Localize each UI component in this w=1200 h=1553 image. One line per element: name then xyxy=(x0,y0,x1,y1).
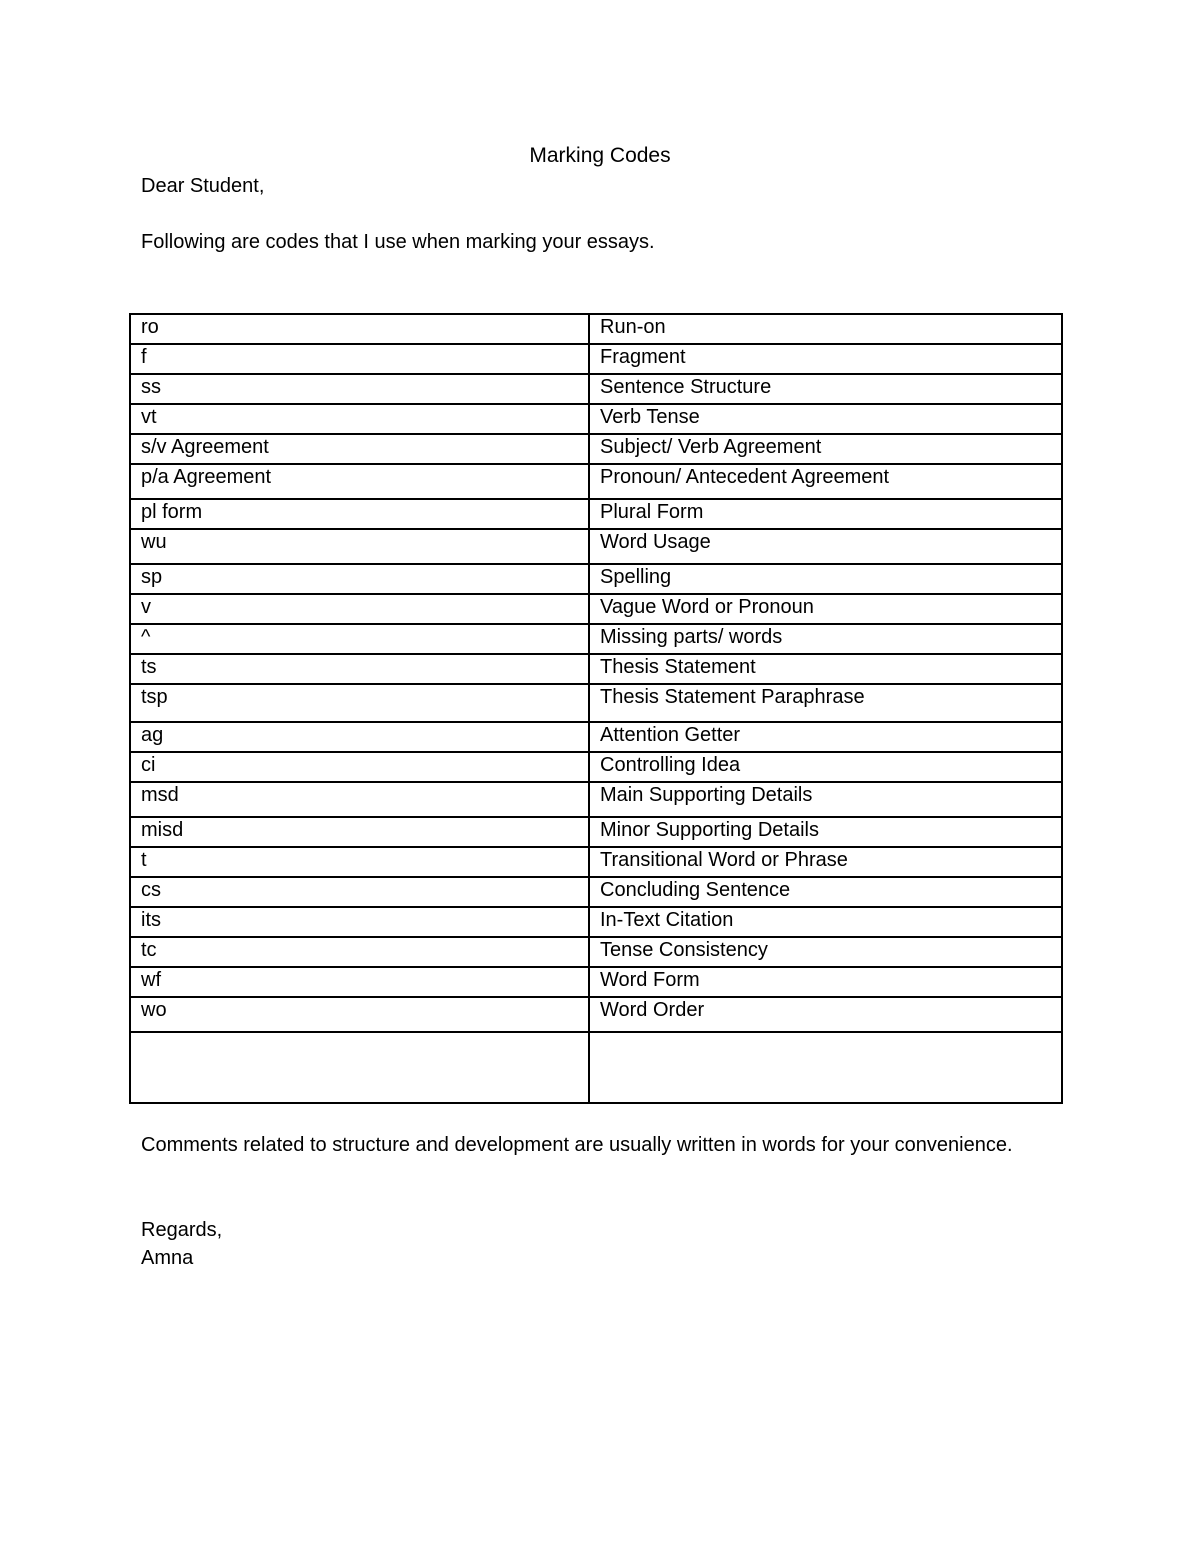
code-cell: ts xyxy=(130,654,589,684)
code-cell: tc xyxy=(130,937,589,967)
meaning-cell: Tense Consistency xyxy=(589,937,1062,967)
meaning-cell: Minor Supporting Details xyxy=(589,817,1062,847)
table-row xyxy=(130,434,1062,464)
meaning-cell: Word Form xyxy=(589,967,1062,997)
code-cell: msd xyxy=(130,782,589,817)
table-row xyxy=(130,967,1062,997)
meaning-cell xyxy=(589,1032,1062,1103)
meaning-cell: Vague Word or Pronoun xyxy=(589,594,1062,624)
table-row xyxy=(130,907,1062,937)
table-row xyxy=(130,529,1062,564)
code-cell: sp xyxy=(130,564,589,594)
code-cell: ro xyxy=(130,314,589,344)
table-row xyxy=(130,997,1062,1032)
code-cell xyxy=(130,1032,589,1103)
meaning-cell: Controlling Idea xyxy=(589,752,1062,782)
table-row xyxy=(130,464,1062,499)
code-cell: f xyxy=(130,344,589,374)
meaning-cell: Missing parts/ words xyxy=(589,624,1062,654)
table-row xyxy=(130,624,1062,654)
code-cell: v xyxy=(130,594,589,624)
table-row xyxy=(130,877,1062,907)
code-cell: wf xyxy=(130,967,589,997)
table-row xyxy=(130,344,1062,374)
code-cell: vt xyxy=(130,404,589,434)
meaning-cell: Word Usage xyxy=(589,529,1062,564)
code-cell: ag xyxy=(130,722,589,752)
code-cell: wo xyxy=(130,997,589,1032)
code-cell: ci xyxy=(130,752,589,782)
meaning-cell: In-Text Citation xyxy=(589,907,1062,937)
meaning-cell: Main Supporting Details xyxy=(589,782,1062,817)
closing-paragraph: Comments related to structure and development are usually written in words for your convenience. xyxy=(141,1134,1013,1156)
code-cell: cs xyxy=(130,877,589,907)
table-row xyxy=(130,752,1062,782)
meaning-cell: Fragment xyxy=(589,344,1062,374)
code-cell: tsp xyxy=(130,684,589,722)
code-cell: pl form xyxy=(130,499,589,529)
table-row xyxy=(130,564,1062,594)
table-row xyxy=(130,594,1062,624)
table-row xyxy=(130,404,1062,434)
meaning-cell: Plural Form xyxy=(589,499,1062,529)
meaning-cell: Subject/ Verb Agreement xyxy=(589,434,1062,464)
meaning-cell: Pronoun/ Antecedent Agreement xyxy=(589,464,1062,499)
code-cell: s/v Agreement xyxy=(130,434,589,464)
code-cell: its xyxy=(130,907,589,937)
table-row-empty xyxy=(130,1032,1062,1103)
table-row xyxy=(130,782,1062,817)
table-row xyxy=(130,817,1062,847)
table-row xyxy=(130,314,1062,344)
table-row xyxy=(130,937,1062,967)
meaning-cell: Verb Tense xyxy=(589,404,1062,434)
table-row xyxy=(130,374,1062,404)
regards-line: Regards, xyxy=(141,1219,223,1241)
marking-codes-table xyxy=(129,313,1063,1104)
meaning-cell: Run-on xyxy=(589,314,1062,344)
meaning-cell: Attention Getter xyxy=(589,722,1062,752)
code-cell: wu xyxy=(130,529,589,564)
meaning-cell: Transitional Word or Phrase xyxy=(589,847,1062,877)
code-cell: ss xyxy=(130,374,589,404)
code-cell: p/a Agreement xyxy=(130,464,589,499)
meaning-cell: Word Order xyxy=(589,997,1062,1032)
meaning-cell: Spelling xyxy=(589,564,1062,594)
table-row xyxy=(130,847,1062,877)
signature-name: Amna xyxy=(141,1247,194,1269)
code-cell: ^ xyxy=(130,624,589,654)
table-row xyxy=(130,684,1062,722)
code-cell: misd xyxy=(130,817,589,847)
intro-paragraph: Following are codes that I use when marking your essays. xyxy=(141,231,655,253)
meaning-cell: Sentence Structure xyxy=(589,374,1062,404)
meaning-cell: Concluding Sentence xyxy=(589,877,1062,907)
meaning-cell: Thesis Statement xyxy=(589,654,1062,684)
table-row xyxy=(130,499,1062,529)
greeting-line: Dear Student, xyxy=(141,175,265,197)
code-cell: t xyxy=(130,847,589,877)
table-row xyxy=(130,722,1062,752)
document-title: Marking Codes xyxy=(529,144,671,167)
table-row xyxy=(130,654,1062,684)
meaning-cell: Thesis Statement Paraphrase xyxy=(589,684,1062,722)
